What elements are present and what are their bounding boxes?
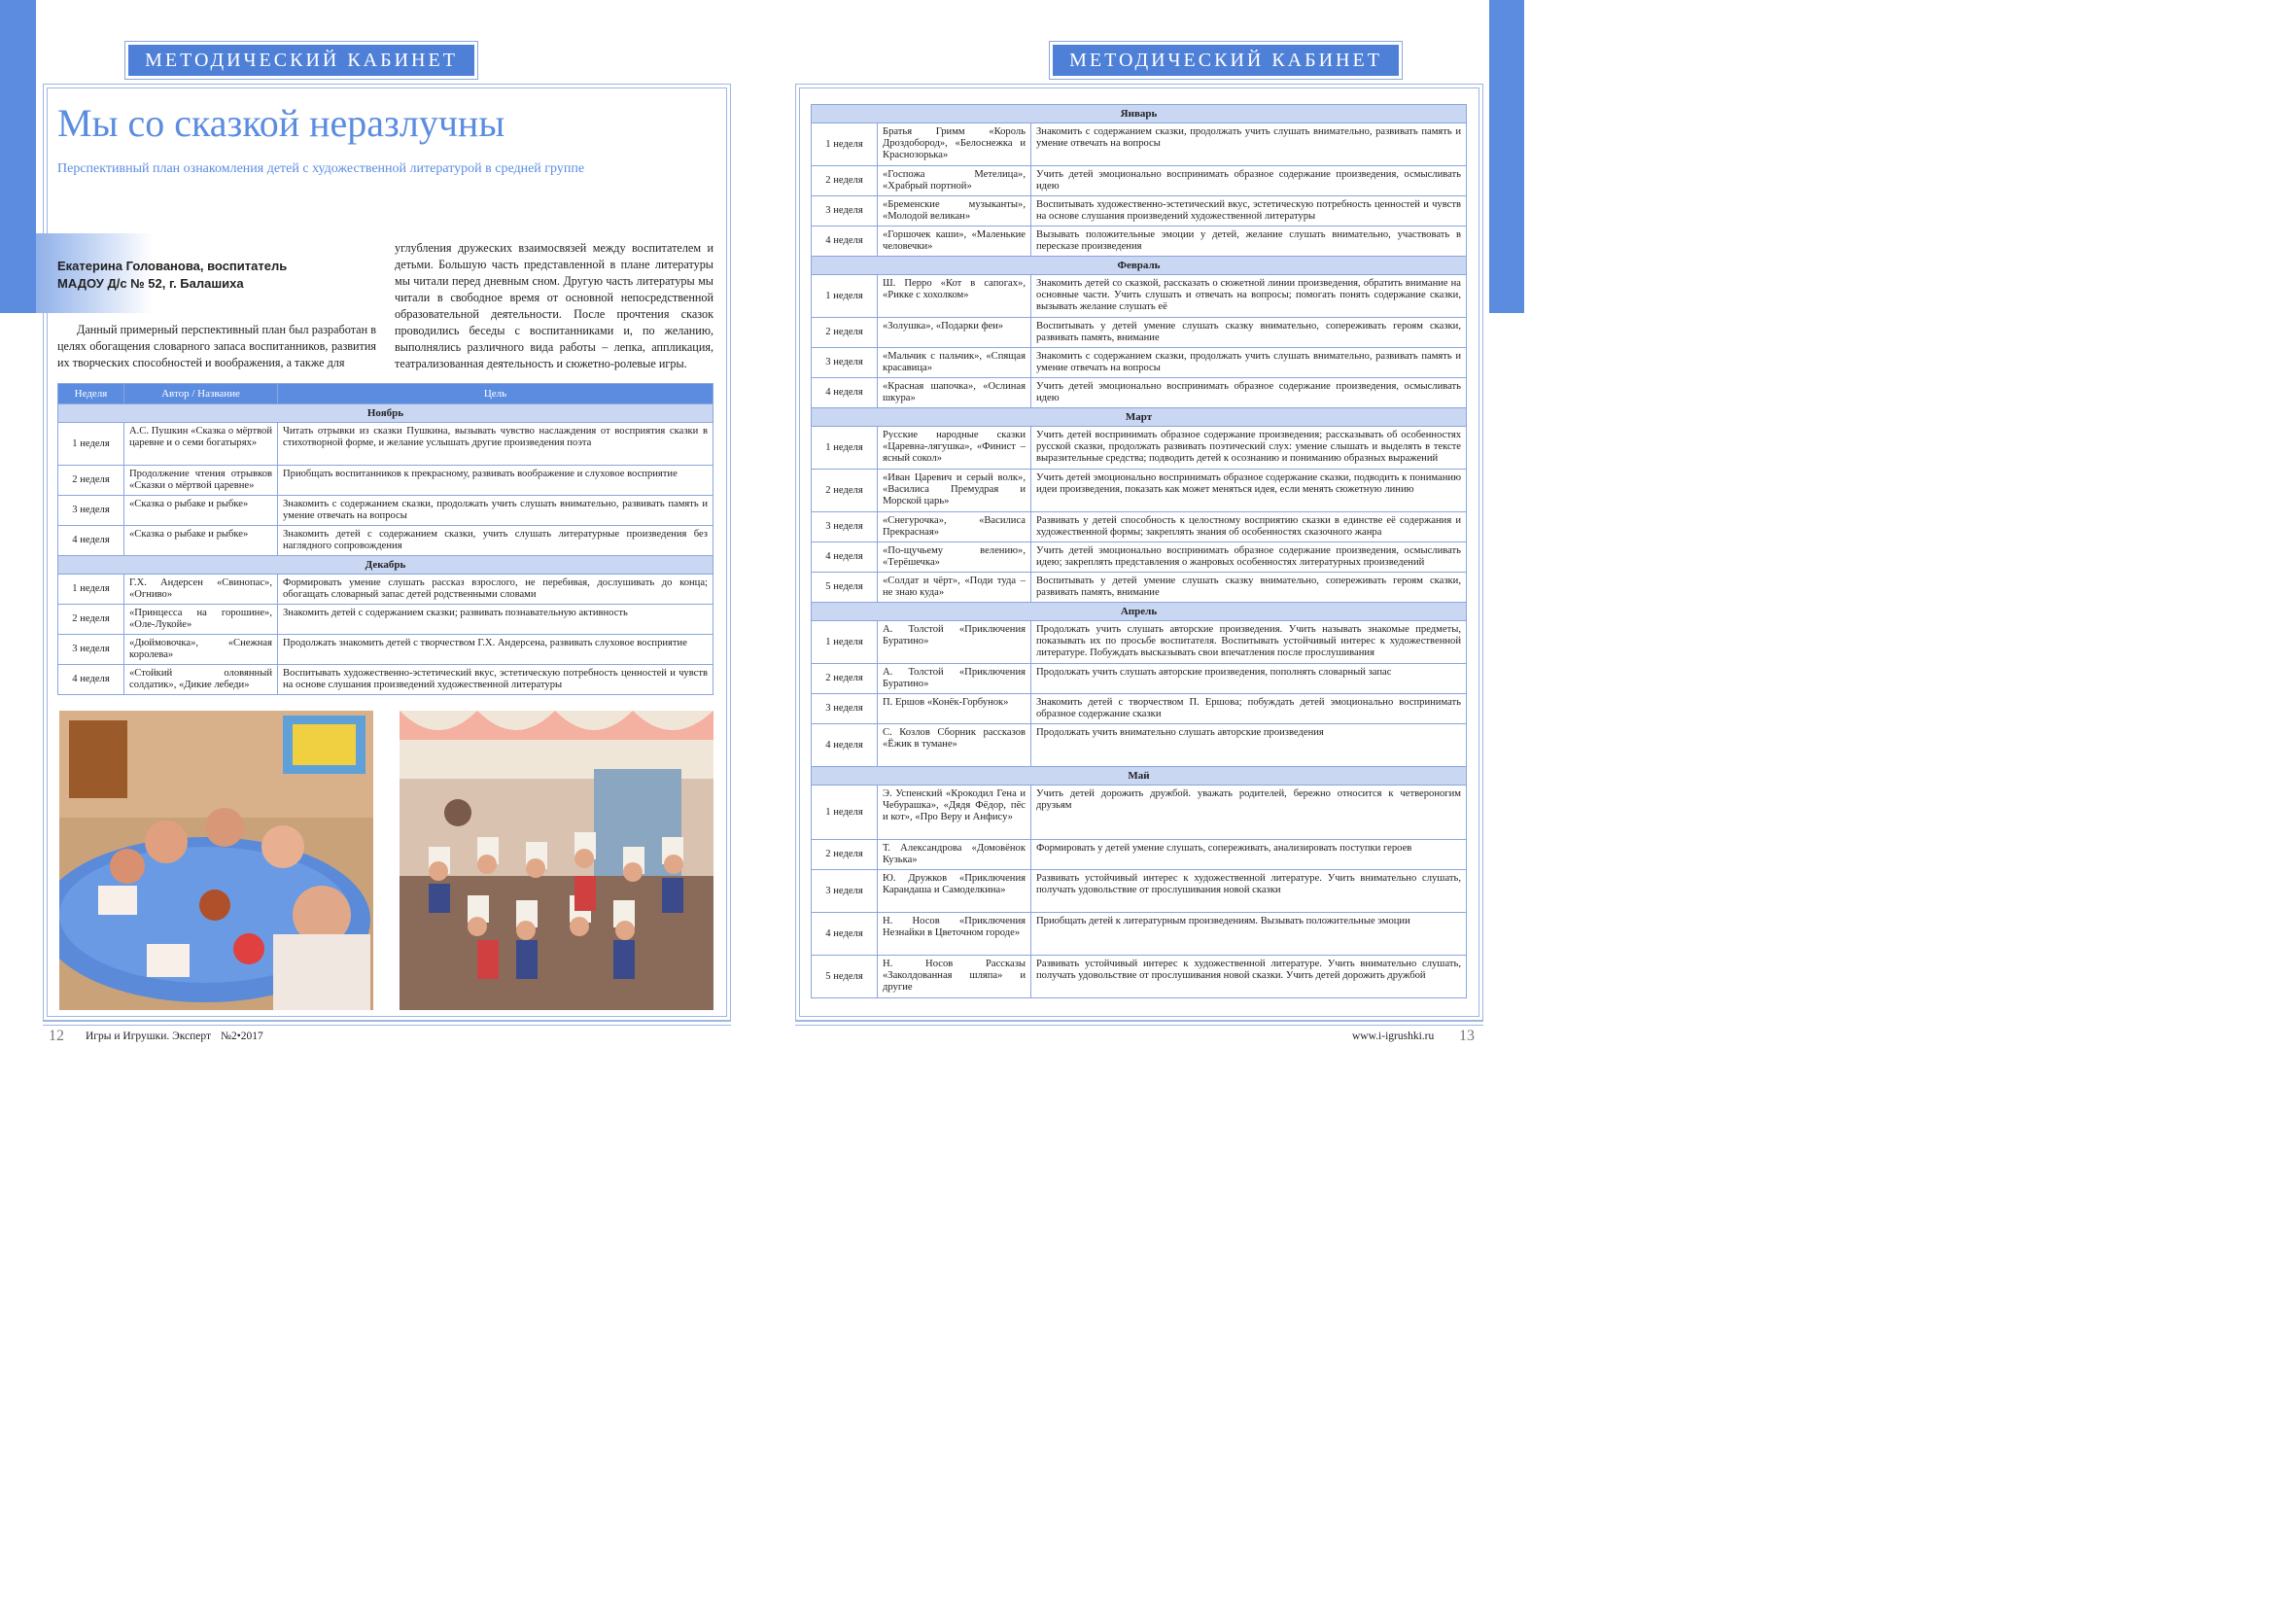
week-cell: 4 неделя	[58, 665, 124, 695]
goal-cell: Продолжать учить слушать авторские произведения, пополнять словарный запас	[1031, 664, 1467, 694]
author-cell: «Бременские музыканты», «Молодой великан»	[878, 196, 1031, 227]
author-cell: «Иван Царевич и серый волк», «Василиса Премудрая и Морской царь»	[878, 470, 1031, 512]
goal-cell: Воспитывать художественно-эстетический вкус, эстетическую потребность ценностей и чувств на основе слушания произведений художественной литературы	[1031, 196, 1467, 227]
week-cell: 2 неделя	[812, 470, 878, 512]
author-cell: П. Ершов «Конёк-Горбунок»	[878, 694, 1031, 724]
author-cell: «Красная шапочка», «Ослиная шкура»	[878, 378, 1031, 408]
goal-cell: Учить детей воспринимать образное содержание произведения; рассказывать об особенностях русской сказки, продолжать развивать поэтический слух: умение слышать и выделять в тексте выразительные средства; подводить детей к осознанию и пониманию образных выражений	[1031, 427, 1467, 470]
week-cell: 1 неделя	[812, 123, 878, 166]
goal-cell: Учить детей эмоционально воспринимать образное содержание произведения, осмысливать идею	[1031, 378, 1467, 408]
month-row	[812, 767, 1467, 786]
table-row	[58, 526, 713, 556]
left-accent-bar	[0, 0, 36, 313]
author-cell: «Золушка», «Подарки феи»	[878, 318, 1031, 348]
table-row	[812, 427, 1467, 470]
table-row	[812, 786, 1467, 840]
right-accent-bar	[1489, 0, 1524, 313]
author-cell: Н. Носов Рассказы «Заколдованная шляпа» и другие	[878, 956, 1031, 998]
month-name: Март	[812, 408, 1467, 427]
goal-cell: Вызывать положительные эмоции у детей, желание слушать внимательно, участвовать в пересказе произведения	[1031, 227, 1467, 257]
author-cell: С. Козлов Сборник рассказов «Ёжик в тумане»	[878, 724, 1031, 767]
page-number-right: 13	[1459, 1028, 1475, 1044]
footer-rule-left	[43, 1021, 731, 1022]
author-organization: МАДОУ Д/с № 52, г. Балашиха	[57, 276, 244, 291]
author-cell: «Солдат и чёрт», «Поди туда – не знаю куда»	[878, 573, 1031, 603]
goal-cell: Учить детей эмоционально воспринимать образное содержание сказки, подводить к пониманию идеи произведения, показать как может меняться идея, если менять сюжетную линию	[1031, 470, 1467, 512]
table-row	[812, 621, 1467, 664]
week-cell: 1 неделя	[58, 575, 124, 605]
table-row	[58, 605, 713, 635]
week-cell: 2 неделя	[812, 166, 878, 196]
week-cell: 4 неделя	[812, 913, 878, 956]
author-cell: «Сказка о рыбаке и рыбке»	[124, 496, 278, 526]
author-cell: «Госпожа Метелица», «Храбрый портной»	[878, 166, 1031, 196]
issue-number: №2•2017	[221, 1031, 263, 1042]
author-cell: «Мальчик с пальчик», «Спящая красавица»	[878, 348, 1031, 378]
goal-cell: Воспитывать у детей умение слушать сказку внимательно, сопереживать героям сказки, развивать память, внимание	[1031, 573, 1467, 603]
author-cell: Т. Александрова «Домовёнок Кузька»	[878, 840, 1031, 870]
month-row	[812, 408, 1467, 427]
photo-group-children-image	[400, 711, 713, 1010]
month-name: Февраль	[812, 257, 1467, 275]
table-row	[58, 423, 713, 466]
intro-paragraph-2: углубления дружеских взаимосвязей между воспитателем и детьми. Большую часть представленной в плане литературы мы читали перед дневным сном. Другую часть литературы мы читали в свободное время от основной непосредственной образовательной деятельности. После прочтения сказок проводились беседы с воспитанниками и, по желанию, выполнялись различного вида работы – лепка, аппликация, театрализованная деятельность и сюжетно-ролевые игры.	[395, 241, 713, 370]
goal-cell: Развивать у детей способность к целостному восприятию сказки в единстве её содержания и художественной формы; закреплять знания об особенностях сказочного жанра	[1031, 512, 1467, 542]
photo-group-children	[400, 711, 713, 1010]
goal-cell: Учить детей эмоционально воспринимать образное содержание произведения, осмысливать идею	[1031, 166, 1467, 196]
photo-children-painting-image	[59, 711, 373, 1010]
author-cell: «Дюймовочка», «Снежная королева»	[124, 635, 278, 665]
month-name: Декабрь	[58, 556, 713, 575]
week-cell: 2 неделя	[812, 840, 878, 870]
goal-cell: Учить детей эмоционально воспринимать образное содержание произведения, осмысливать идею; закреплять представления о жанровых особенностях литературных произведений	[1031, 542, 1467, 573]
author-cell: «Горшочек каши», «Маленькие человечки»	[878, 227, 1031, 257]
author-cell: А. Толстой «Приключения Буратино»	[878, 621, 1031, 664]
table-row	[812, 913, 1467, 956]
goal-cell: Развивать устойчивый интерес к художественной литературе. Учить внимательно слушать, получать удовольствие от прослушивания новой сказки	[1031, 870, 1467, 913]
author-block	[57, 258, 287, 293]
week-cell: 3 неделя	[58, 496, 124, 526]
author-cell: «Принцесса на горошине», «Оле-Лукойе»	[124, 605, 278, 635]
week-cell: 4 неделя	[812, 378, 878, 408]
week-cell: 3 неделя	[58, 635, 124, 665]
page-number-left: 12	[49, 1028, 64, 1044]
table-row	[812, 470, 1467, 512]
goal-cell: Воспитывать художественно-эстетический вкус, эстетическую потребность ценностей и чувств на основе слушания произведений художественной литературы	[278, 665, 713, 695]
goal-cell: Приобщать детей к литературным произведениям. Вызывать положительные эмоции	[1031, 913, 1467, 956]
table-header-row	[58, 384, 713, 404]
author-cell: «Стойкий оловянный солдатик», «Дикие лебеди»	[124, 665, 278, 695]
goal-cell: Развивать устойчивый интерес к художественной литературе. Учить внимательно слушать, получать удовольствие от прослушивания новой сказки. Учить детей дорожить дружбой	[1031, 956, 1467, 998]
author-cell: Русские народные сказки «Царевна-лягушка», «Финист – ясный сокол»	[878, 427, 1031, 470]
goal-cell: Продолжать знакомить детей с творчеством Г.Х. Андерсена, развивать слуховое восприятие	[278, 635, 713, 665]
week-cell: 2 неделя	[812, 318, 878, 348]
month-name: Январь	[812, 105, 1467, 123]
goal-cell: Продолжать учить слушать авторские произведения. Учить называть знакомые предметы, показывать их по просьбе воспитателя. Воспитывать устойчивый интерес к художественной литературе. Побуждать высказывать свои впечатления после прослушивания	[1031, 621, 1467, 664]
table-row	[812, 664, 1467, 694]
table-row	[812, 166, 1467, 196]
table-row	[812, 956, 1467, 998]
article-subtitle: Перспективный план ознакомления детей с художественной литературой в средней группе	[57, 161, 585, 176]
week-cell: 5 неделя	[812, 956, 878, 998]
week-cell: 1 неделя	[812, 275, 878, 318]
author-cell: А.С. Пушкин «Сказка о мёртвой царевне и о семи богатырях»	[124, 423, 278, 466]
table-row	[812, 840, 1467, 870]
header-week: Неделя	[58, 384, 124, 404]
author-cell: Э. Успенский «Крокодил Гена и Чебурашка», «Дядя Фёдор, пёс и кот», «Про Веру и Анфису»	[878, 786, 1031, 840]
left-section-header	[124, 41, 478, 80]
intro-paragraph-1: Данный примерный перспективный план был разработан в целях обогащения словарного запаса воспитанников, развития их творческих способностей и воображения, а также для	[57, 323, 376, 369]
week-cell: 5 неделя	[812, 573, 878, 603]
goal-cell: Знакомить детей со сказкой, рассказать о сюжетной линии произведения, обратить внимание на основные части. Учить слушать и отвечать на вопросы; помогать понять содержание сказки, вызывать желание слушать её	[1031, 275, 1467, 318]
footer-rule-right-inner	[795, 1025, 1483, 1026]
author-cell: Ш. Перро «Кот в сапогах», «Рикке с хохолком»	[878, 275, 1031, 318]
goal-cell: Читать отрывки из сказки Пушкина, вызывать чувство наслаждения от восприятия сказки в стихотворной форме, и желание услышать другие произведения поэта	[278, 423, 713, 466]
week-cell: 4 неделя	[58, 526, 124, 556]
month-row	[812, 257, 1467, 275]
table-row	[812, 378, 1467, 408]
week-cell: 2 неделя	[58, 466, 124, 496]
left-plan-table	[57, 383, 713, 695]
goal-cell: Знакомить с содержанием сказки, продолжать учить слушать внимательно, развивать память и умение отвечать на вопросы	[1031, 348, 1467, 378]
week-cell: 2 неделя	[812, 664, 878, 694]
table-row	[58, 496, 713, 526]
week-cell: 3 неделя	[812, 512, 878, 542]
intro-column-2	[395, 240, 713, 372]
table-row	[58, 575, 713, 605]
table-row	[812, 512, 1467, 542]
table-row	[812, 318, 1467, 348]
week-cell: 3 неделя	[812, 348, 878, 378]
table-row	[812, 573, 1467, 603]
goal-cell: Знакомить детей с творчеством П. Ершова; побуждать детей эмоционально воспринимать образное содержание сказки	[1031, 694, 1467, 724]
table-row	[812, 694, 1467, 724]
month-row	[812, 603, 1467, 621]
table-row	[812, 724, 1467, 767]
table-row	[58, 635, 713, 665]
week-cell: 4 неделя	[812, 542, 878, 573]
author-cell: Н. Носов «Приключения Незнайки в Цветочном городе»	[878, 913, 1031, 956]
right-plan-table	[811, 104, 1467, 998]
intro-column-1	[57, 322, 376, 371]
author-cell: Продолжение чтения отрывков «Сказки о мёртвой царевне»	[124, 466, 278, 496]
magazine-name: Игры и Игрушки. Эксперт	[86, 1031, 211, 1042]
author-cell: «Снегурочка», «Василиса Прекрасная»	[878, 512, 1031, 542]
goal-cell: Знакомить детей с содержанием сказки, учить слушать литературные произведения без наглядного сопровождения	[278, 526, 713, 556]
table-row	[812, 227, 1467, 257]
week-cell: 1 неделя	[812, 786, 878, 840]
table-row	[812, 348, 1467, 378]
goal-cell: Продолжать учить внимательно слушать авторские произведения	[1031, 724, 1467, 767]
author-cell: «Сказка о рыбаке и рыбке»	[124, 526, 278, 556]
table-row	[812, 870, 1467, 913]
right-section-header-text: МЕТОДИЧЕСКИЙ КАБИНЕТ	[1053, 45, 1399, 76]
month-name: Май	[812, 767, 1467, 786]
week-cell: 3 неделя	[812, 870, 878, 913]
goal-cell: Формировать у детей умение слушать, сопереживать, анализировать поступки героев	[1031, 840, 1467, 870]
author-cell: Ю. Дружков «Приключения Карандаша и Самоделкина»	[878, 870, 1031, 913]
month-row	[812, 105, 1467, 123]
goal-cell: Приобщать воспитанников к прекрасному, развивать воображение и слуховое восприятие	[278, 466, 713, 496]
author-name: Екатерина Голованова, воспитатель	[57, 259, 288, 273]
author-cell: Братья Гримм «Король Дроздобород», «Белоснежка и Краснозорька»	[878, 123, 1031, 166]
goal-cell: Знакомить детей с содержанием сказки; развивать познавательную активность	[278, 605, 713, 635]
week-cell: 1 неделя	[812, 427, 878, 470]
table-row	[812, 275, 1467, 318]
footer-rule-right	[795, 1021, 1483, 1022]
week-cell: 3 неделя	[812, 694, 878, 724]
left-section-header-text: МЕТОДИЧЕСКИЙ КАБИНЕТ	[128, 45, 474, 76]
table-row	[58, 466, 713, 496]
week-cell: 4 неделя	[812, 724, 878, 767]
website-url: www.i-igrushki.ru	[1352, 1031, 1435, 1042]
goal-cell: Учить детей дорожить дружбой. уважать родителей, бережно относится к четвероногим друзьям	[1031, 786, 1467, 840]
table-row	[812, 196, 1467, 227]
week-cell: 3 неделя	[812, 196, 878, 227]
week-cell: 4 неделя	[812, 227, 878, 257]
goal-cell: Воспитывать у детей умение слушать сказку внимательно, сопереживать героям сказки, развивать память, внимание	[1031, 318, 1467, 348]
goal-cell: Знакомить с содержанием сказки, продолжать учить слушать внимательно, развивать память и умение отвечать на вопросы	[1031, 123, 1467, 166]
header-author: Автор / Название	[124, 384, 278, 404]
article-title: Мы со сказкой неразлучны	[57, 101, 505, 145]
author-cell: Г.Х. Андерсен «Свинопас», «Огниво»	[124, 575, 278, 605]
goal-cell: Знакомить с содержанием сказки, продолжать учить слушать внимательно, развивать память и умение отвечать на вопросы	[278, 496, 713, 526]
author-cell: А. Толстой «Приключения Буратино»	[878, 664, 1031, 694]
header-goal: Цель	[278, 384, 713, 404]
week-cell: 1 неделя	[58, 423, 124, 466]
month-row	[58, 404, 713, 423]
table-row	[58, 665, 713, 695]
week-cell: 1 неделя	[812, 621, 878, 664]
month-row	[58, 556, 713, 575]
month-name: Апрель	[812, 603, 1467, 621]
author-cell: «По-щучьему велению», «Терёшечка»	[878, 542, 1031, 573]
goal-cell: Формировать умение слушать рассказ взрослого, не перебивая, дослушивать до конца; обогащать словарный запас детей родственными словами	[278, 575, 713, 605]
footer-rule-left-inner	[43, 1025, 731, 1026]
table-row	[812, 542, 1467, 573]
week-cell: 2 неделя	[58, 605, 124, 635]
right-section-header	[1049, 41, 1403, 80]
table-row	[812, 123, 1467, 166]
month-name: Ноябрь	[58, 404, 713, 423]
photo-children-painting	[59, 711, 373, 1010]
